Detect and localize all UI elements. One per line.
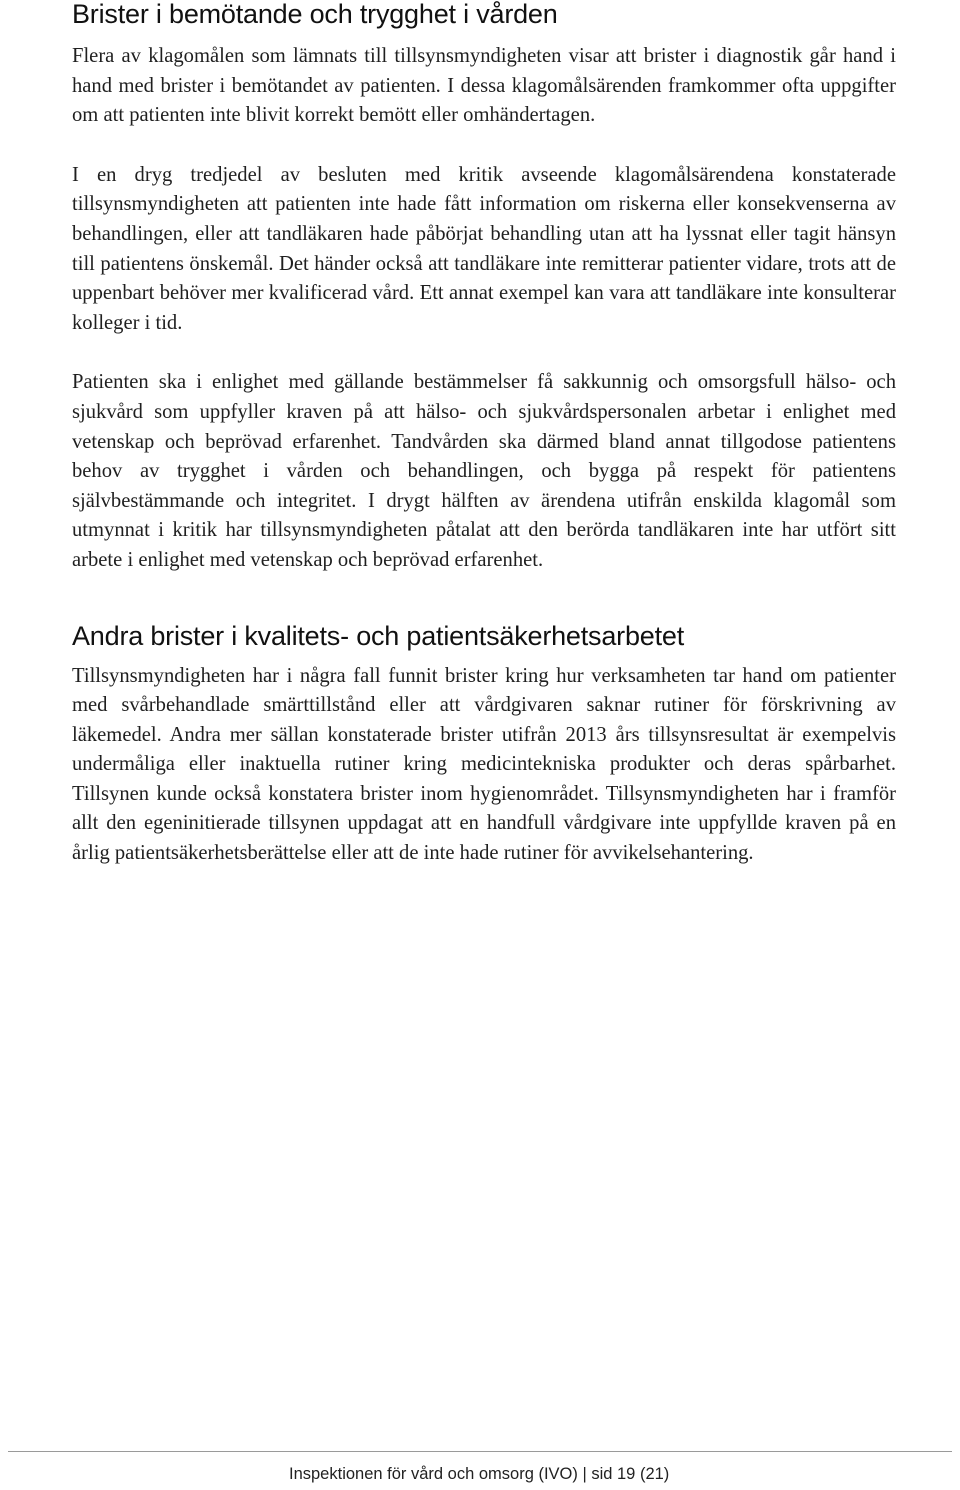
- section-heading-bemotande: Brister i bemötande och trygghet i vården: [72, 0, 558, 29]
- paragraph-tredjedel: I en dryg tredjedel av besluten med kritik avseende klagomålsärendena konstaterade tillsynsmyndigheten att patienten inte hade fått information om riskerna eller konsekvenserna av behandlingen, eller att tandläkaren hade påbörjat behandling utan att ha lyssnat eller tagit hänsyn till patientens önskemål. Det händer också att tandläkare inte remitterar patienter vidare, trots att de uppenbart behöver mer kvalificerad vård. Ett annat exempel kan vara att tandläkare inte konsulterar kolleger i tid.: [72, 163, 896, 334]
- footer-page-info: Inspektionen för vård och omsorg (IVO) | sid 19 (21): [289, 1465, 670, 1483]
- document-page: [72, 0, 896, 869]
- paragraph-tillsynsmyndigheten: Tillsynsmyndigheten har i några fall funnit brister kring hur verksamheten tar hand om patienter med svårbehandlade smärttillstånd eller att vårdgivaren saknar rutiner för förskrivning av läkemedel. Andra mer sällan konstaterade brister utifrån 2013 års tillsynsresultat är exempelvis undermåliga eller inaktuella rutiner kring medicintekniska produkter och deras spårbarhet. Tillsynen kunde också konstatera brister inom hygienområdet. Tillsynsmyndigheten har i framför allt den egeninitierade tillsynen uppdagat att en handfull vårdgivare inte uppfyllde kraven på en årlig patientsäkerhetsberättelse eller att de inte hade rutiner för avvikelsehantering.: [72, 664, 896, 865]
- section-heading-andra-brister: Andra brister i kvalitets- och patientsäkerhetsarbetet: [72, 620, 685, 651]
- paragraph-patienten: Patienten ska i enlighet med gällande bestämmelser få sakkunnig och omsorgsfull hälso- och sjukvård som uppfyller kraven på att hälso- och sjukvårdspersonalen arbetar i enlighet med vetenskap och beprövad erfarenhet. Tandvården ska därmed bland annat tillgodose patientens behov av trygghet i vården och behandlingen, och bygga på respekt för patientens självbestämmande och integritet. I drygt hälften av ärendena utifrån enskilda klagomål som utmynnat i kritik har tillsynsmyndigheten påtalat att den berörda tandläkaren inte har utfört sitt arbete i enlighet med vetenskap och beprövad erfarenhet.: [72, 371, 896, 571]
- paragraph-diagnostik: Flera av klagomålen som lämnats till tillsynsmyndigheten visar att brister i diagnostik går hand i hand med brister i bemötandet av patienten. I dessa klagomålsärenden framkommer ofta uppgifter om att patienten inte blivit korrekt bemött eller omhändertagen.: [72, 45, 896, 127]
- footer-divider: [8, 1451, 952, 1452]
